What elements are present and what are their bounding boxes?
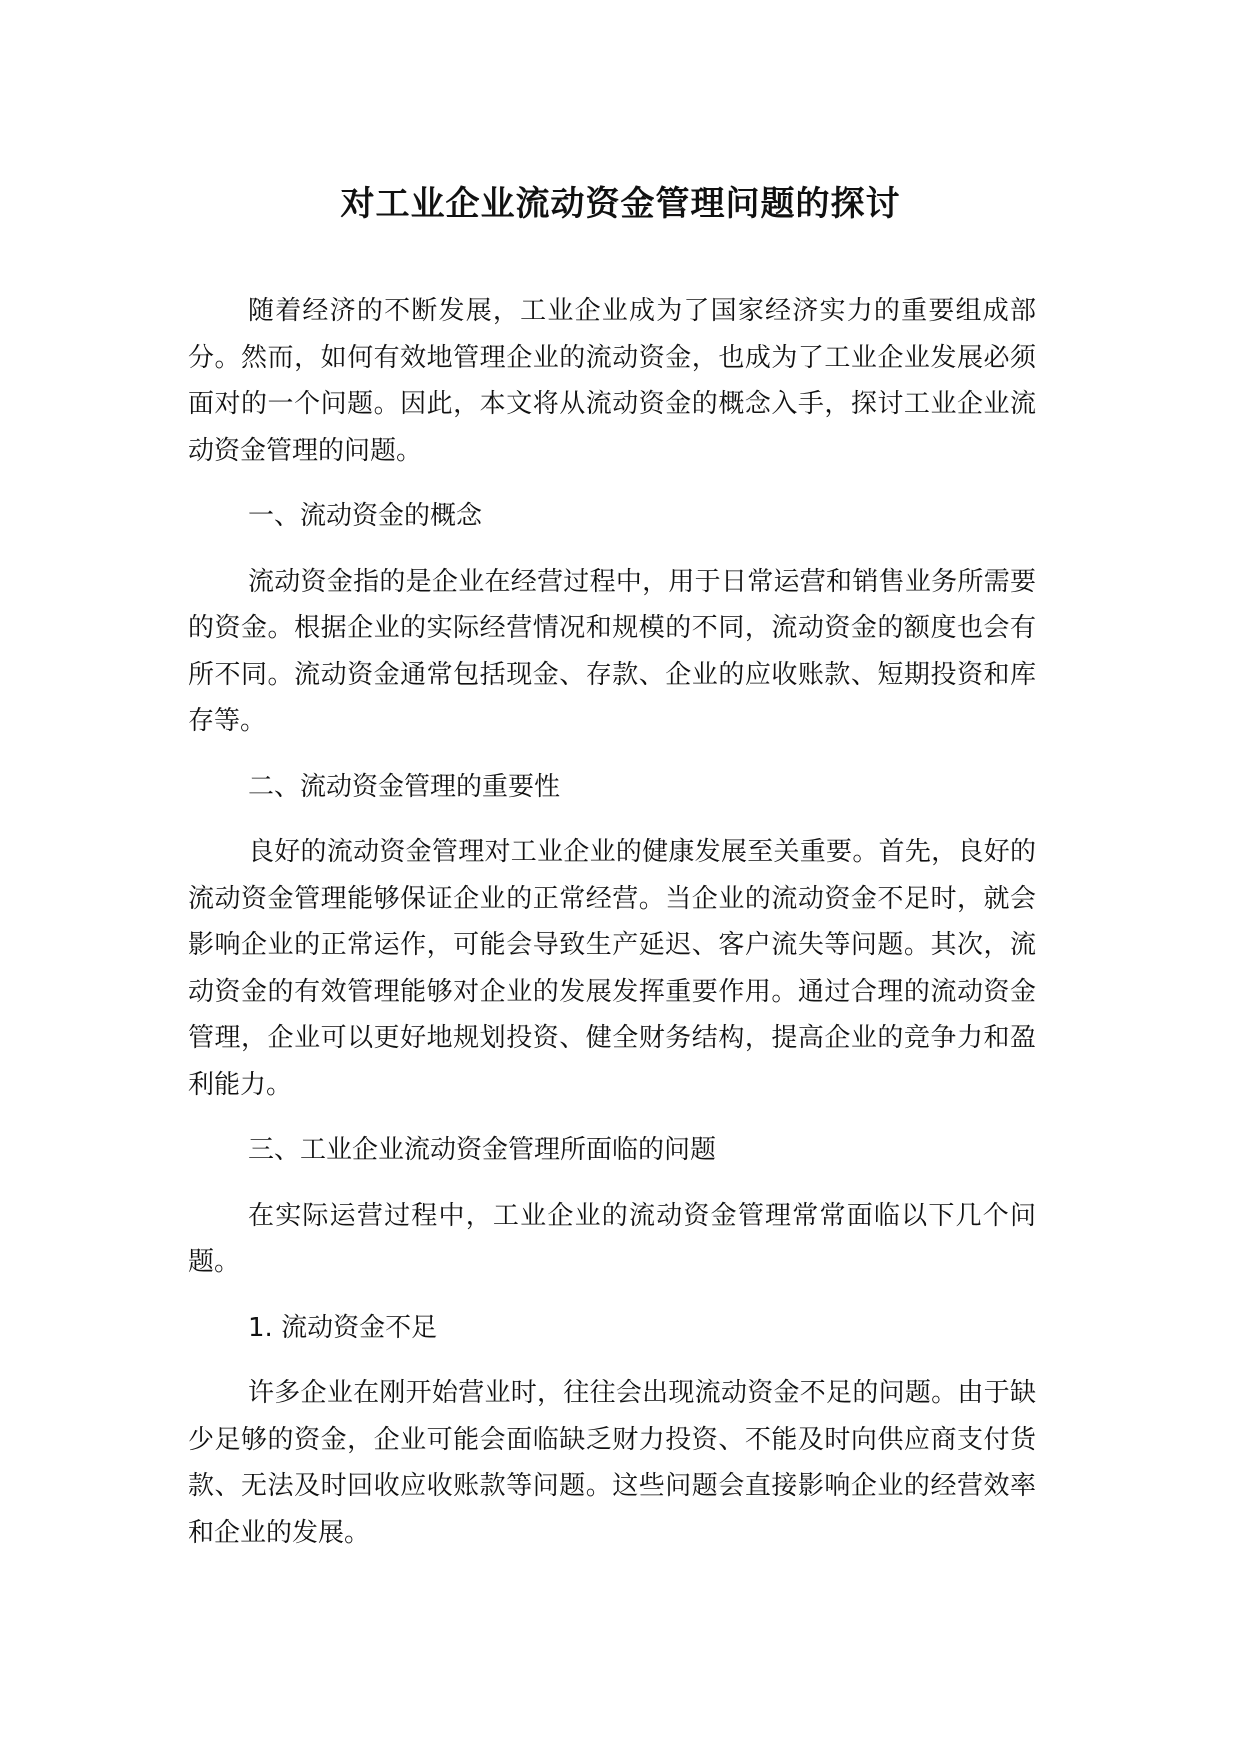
document-title: 对工业企业流动资金管理问题的探讨: [340, 184, 901, 224]
subsection-heading-1: 1. 流动资金不足: [248, 1312, 438, 1343]
document-body: [188, 288, 1036, 1575]
section-heading-2: 二、流动资金管理的重要性: [248, 771, 561, 802]
paragraph-importance: 良好的流动资金管理对工业企业的健康发展至关重要。首先，良好的流动资金管理能够保证企业的正常经营。当企业的流动资金不足时，就会影响企业的正常运作，可能会导致生产延迟、客户流失等问题。其次，流动资金的有效管理能够对企业的发展发挥重要作用。通过合理的流动资金管理，企业可以更好地规划投资、健全财务结构，提高企业的竞争力和盈利能力。: [188, 837, 1036, 1100]
paragraph-intro: 随着经济的不断发展，工业企业成为了国家经济实力的重要组成部分。然而，如何有效地管理企业的流动资金，也成为了工业企业发展必须面对的一个问题。因此，本文将从流动资金的概念入手，探讨工业企业流动资金管理的问题。: [188, 296, 1036, 466]
paragraph-concept: 流动资金指的是企业在经营过程中，用于日常运营和销售业务所需要的资金。根据企业的实际经营情况和规模的不同，流动资金的额度也会有所不同。流动资金通常包括现金、存款、企业的应收账款、短期投资和库存等。: [188, 566, 1036, 736]
paragraph-insufficient-funds: 许多企业在刚开始营业时，往往会出现流动资金不足的问题。由于缺少足够的资金，企业可能会面临缺乏财力投资、不能及时向供应商支付货款、无法及时回收应收账款等问题。这些问题会直接影响企业的经营效率和企业的发展。: [188, 1378, 1036, 1548]
paragraph-problems-intro: 在实际运营过程中，工业企业的流动资金管理常常面临以下几个问题。: [188, 1200, 1036, 1277]
section-heading-3: 三、工业企业流动资金管理所面临的问题: [248, 1135, 717, 1165]
section-heading-1: 一、流动资金的概念: [248, 501, 483, 531]
